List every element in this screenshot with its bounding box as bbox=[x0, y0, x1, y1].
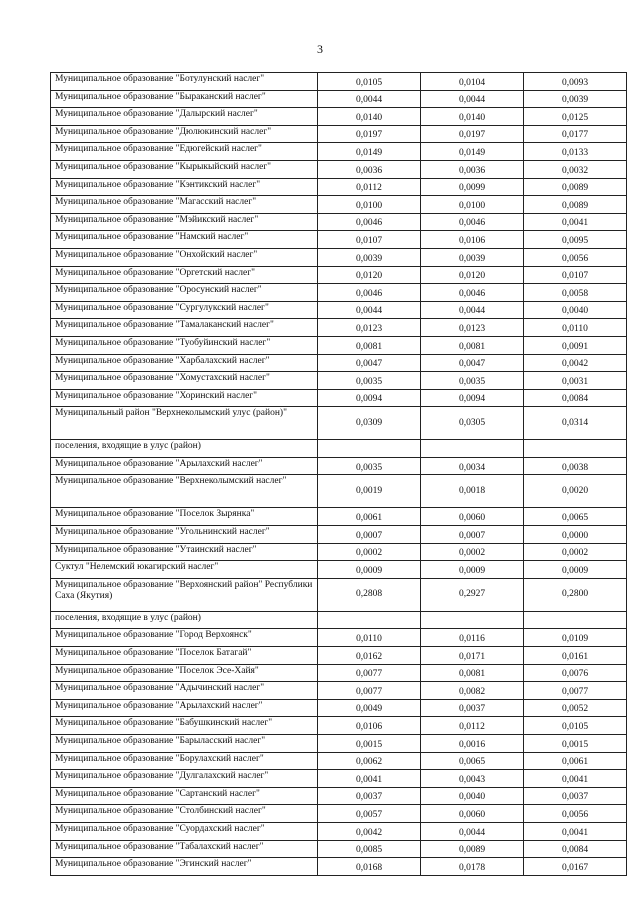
value-col-1-cell: 0,0041 bbox=[318, 770, 421, 788]
value-col-2-cell bbox=[421, 440, 524, 458]
table-row bbox=[51, 647, 627, 665]
table-row bbox=[51, 682, 627, 700]
value-col-3-cell: 0,0038 bbox=[524, 457, 627, 475]
table-row bbox=[51, 196, 627, 214]
municipality-name-cell: Муниципальное образование "Тамалаканский наслег" bbox=[51, 319, 318, 337]
value-col-3-cell: 0,0041 bbox=[524, 770, 627, 788]
municipality-name-cell: Муниципальное образование "Харбалахский наслег" bbox=[51, 354, 318, 372]
value-col-1-cell: 0,0094 bbox=[318, 389, 421, 407]
municipality-name-cell: Муниципальное образование "Верхоянский район" Республики Саха (Якутия) bbox=[51, 578, 318, 611]
table-row bbox=[51, 178, 627, 196]
value-col-1-cell: 0,0061 bbox=[318, 508, 421, 526]
value-col-1-cell: 0,0140 bbox=[318, 108, 421, 126]
data-table bbox=[50, 72, 627, 876]
value-col-1-cell: 0,2808 bbox=[318, 578, 421, 611]
value-col-3-cell: 0,0041 bbox=[524, 822, 627, 840]
table-row bbox=[51, 840, 627, 858]
value-col-2-cell: 0,0140 bbox=[421, 108, 524, 126]
value-col-2-cell: 0,0178 bbox=[421, 858, 524, 876]
table-row bbox=[51, 213, 627, 231]
municipality-name-cell: Муниципальное образование "Далырский наслег" bbox=[51, 108, 318, 126]
value-col-2-cell: 0,0040 bbox=[421, 787, 524, 805]
value-col-2-cell: 0,0060 bbox=[421, 508, 524, 526]
value-col-1-cell: 0,0106 bbox=[318, 717, 421, 735]
value-col-2-cell: 0,0081 bbox=[421, 336, 524, 354]
value-col-2-cell: 0,0009 bbox=[421, 561, 524, 579]
value-col-2-cell: 0,0039 bbox=[421, 248, 524, 266]
value-col-3-cell: 0,0058 bbox=[524, 284, 627, 302]
value-col-2-cell: 0,0149 bbox=[421, 143, 524, 161]
table-row bbox=[51, 125, 627, 143]
value-col-1-cell: 0,0046 bbox=[318, 213, 421, 231]
value-col-2-cell: 0,0034 bbox=[421, 457, 524, 475]
value-col-2-cell: 0,0047 bbox=[421, 354, 524, 372]
table-row bbox=[51, 629, 627, 647]
value-col-2-cell: 0,0305 bbox=[421, 407, 524, 440]
value-col-1-cell: 0,0309 bbox=[318, 407, 421, 440]
value-col-3-cell: 0,0167 bbox=[524, 858, 627, 876]
value-col-2-cell: 0,0036 bbox=[421, 160, 524, 178]
value-col-3-cell: 0,0177 bbox=[524, 125, 627, 143]
value-col-1-cell: 0,0035 bbox=[318, 457, 421, 475]
table-row bbox=[51, 787, 627, 805]
value-col-1-cell: 0,0015 bbox=[318, 735, 421, 753]
value-col-3-cell: 0,0095 bbox=[524, 231, 627, 249]
table-row bbox=[51, 475, 627, 508]
table-row bbox=[51, 508, 627, 526]
municipality-name-cell: поселения, входящие в улус (район) bbox=[51, 440, 318, 458]
municipality-name-cell: Муниципальное образование "Бабушкинский наслег" bbox=[51, 717, 318, 735]
municipality-name-cell: Муниципальное образование "Угольнинский наслег" bbox=[51, 526, 318, 544]
table-row bbox=[51, 354, 627, 372]
value-col-2-cell: 0,0123 bbox=[421, 319, 524, 337]
value-col-1-cell: 0,0120 bbox=[318, 266, 421, 284]
municipality-name-cell: Муниципальное образование "Магасский наслег" bbox=[51, 196, 318, 214]
value-col-2-cell: 0,0037 bbox=[421, 699, 524, 717]
municipality-name-cell: Муниципальное образование "Намский наслег" bbox=[51, 231, 318, 249]
municipality-name-cell: Муниципальное образование "Адычинский наслег" bbox=[51, 682, 318, 700]
value-col-2-cell: 0,0060 bbox=[421, 805, 524, 823]
table-row bbox=[51, 336, 627, 354]
value-col-2-cell: 0,0112 bbox=[421, 717, 524, 735]
value-col-1-cell bbox=[318, 611, 421, 629]
value-col-1-cell: 0,0057 bbox=[318, 805, 421, 823]
value-col-1-cell: 0,0046 bbox=[318, 284, 421, 302]
value-col-3-cell: 0,0110 bbox=[524, 319, 627, 337]
value-col-3-cell: 0,0032 bbox=[524, 160, 627, 178]
value-col-2-cell: 0,0116 bbox=[421, 629, 524, 647]
value-col-1-cell: 0,0044 bbox=[318, 90, 421, 108]
municipality-name-cell: Муниципальное образование "Хомустахский наслег" bbox=[51, 372, 318, 390]
value-col-2-cell: 0,0197 bbox=[421, 125, 524, 143]
table-row bbox=[51, 699, 627, 717]
value-col-2-cell: 0,0082 bbox=[421, 682, 524, 700]
value-col-1-cell: 0,0007 bbox=[318, 526, 421, 544]
value-col-1-cell bbox=[318, 440, 421, 458]
table-row bbox=[51, 266, 627, 284]
table-row bbox=[51, 389, 627, 407]
value-col-2-cell: 0,0065 bbox=[421, 752, 524, 770]
value-col-3-cell: 0,0052 bbox=[524, 699, 627, 717]
table-row bbox=[51, 822, 627, 840]
table-row bbox=[51, 440, 627, 458]
value-col-3-cell: 0,0093 bbox=[524, 73, 627, 91]
value-col-1-cell: 0,0105 bbox=[318, 73, 421, 91]
table-row bbox=[51, 717, 627, 735]
value-col-2-cell: 0,0002 bbox=[421, 543, 524, 561]
value-col-1-cell: 0,0042 bbox=[318, 822, 421, 840]
value-col-3-cell: 0,0109 bbox=[524, 629, 627, 647]
municipality-name-cell: Муниципальное образование "Онхойский наслег" bbox=[51, 248, 318, 266]
table-row bbox=[51, 160, 627, 178]
table-row bbox=[51, 664, 627, 682]
value-col-3-cell: 0,0056 bbox=[524, 805, 627, 823]
table-row bbox=[51, 561, 627, 579]
value-col-1-cell: 0,0107 bbox=[318, 231, 421, 249]
table-row bbox=[51, 284, 627, 302]
value-col-1-cell: 0,0019 bbox=[318, 475, 421, 508]
table-row bbox=[51, 752, 627, 770]
municipality-name-cell: Муниципальное образование "Мэйикский наслег" bbox=[51, 213, 318, 231]
value-col-1-cell: 0,0197 bbox=[318, 125, 421, 143]
value-col-3-cell: 0,0015 bbox=[524, 735, 627, 753]
municipality-name-cell: Муниципальное образование "Дюлюкинский наслег" bbox=[51, 125, 318, 143]
value-col-1-cell: 0,0123 bbox=[318, 319, 421, 337]
table-row bbox=[51, 735, 627, 753]
value-col-1-cell: 0,0112 bbox=[318, 178, 421, 196]
municipality-name-cell: Муниципальное образование "Ботулунский наслег" bbox=[51, 73, 318, 91]
value-col-2-cell: 0,0089 bbox=[421, 840, 524, 858]
value-col-1-cell: 0,0149 bbox=[318, 143, 421, 161]
value-col-1-cell: 0,0049 bbox=[318, 699, 421, 717]
municipality-name-cell: Муниципальное образование "Поселок Эсе-Хайя" bbox=[51, 664, 318, 682]
value-col-2-cell: 0,0043 bbox=[421, 770, 524, 788]
municipality-name-cell: Муниципальное образование "Едюгейский наслег" bbox=[51, 143, 318, 161]
table-row bbox=[51, 858, 627, 876]
municipality-name-cell: Муниципальное образование "Поселок Зырянка" bbox=[51, 508, 318, 526]
value-col-2-cell: 0,0044 bbox=[421, 822, 524, 840]
municipality-name-cell: Муниципальное образование "Столбинский наслег" bbox=[51, 805, 318, 823]
municipality-name-cell: Муниципальное образование "Дулгалахский наслег" bbox=[51, 770, 318, 788]
value-col-3-cell: 0,0009 bbox=[524, 561, 627, 579]
value-col-1-cell: 0,0162 bbox=[318, 647, 421, 665]
table-row bbox=[51, 301, 627, 319]
municipality-name-cell: Муниципальное образование "Табалахский наслег" bbox=[51, 840, 318, 858]
value-col-2-cell: 0,0016 bbox=[421, 735, 524, 753]
municipality-name-cell: Муниципальное образование "Хоринский наслег" bbox=[51, 389, 318, 407]
value-col-1-cell: 0,0110 bbox=[318, 629, 421, 647]
value-col-1-cell: 0,0047 bbox=[318, 354, 421, 372]
value-col-1-cell: 0,0035 bbox=[318, 372, 421, 390]
municipality-name-cell: поселения, входящие в улус (район) bbox=[51, 611, 318, 629]
table-row bbox=[51, 805, 627, 823]
value-col-2-cell: 0,2927 bbox=[421, 578, 524, 611]
municipality-name-cell: Муниципальное образование "Поселок Батагай" bbox=[51, 647, 318, 665]
municipality-name-cell: Муниципальное образование "Быраканский наслег" bbox=[51, 90, 318, 108]
value-col-3-cell: 0,0065 bbox=[524, 508, 627, 526]
municipality-name-cell: Муниципальное образование "Суордахский наслег" bbox=[51, 822, 318, 840]
value-col-3-cell: 0,0077 bbox=[524, 682, 627, 700]
table-row bbox=[51, 231, 627, 249]
value-col-3-cell: 0,0105 bbox=[524, 717, 627, 735]
value-col-1-cell: 0,0039 bbox=[318, 248, 421, 266]
value-col-2-cell: 0,0120 bbox=[421, 266, 524, 284]
municipality-name-cell: Муниципальное образование "Оросунский наслег" bbox=[51, 284, 318, 302]
table-row bbox=[51, 108, 627, 126]
table-row bbox=[51, 407, 627, 440]
value-col-2-cell bbox=[421, 611, 524, 629]
value-col-3-cell: 0,0002 bbox=[524, 543, 627, 561]
value-col-1-cell: 0,0085 bbox=[318, 840, 421, 858]
value-col-3-cell: 0,2800 bbox=[524, 578, 627, 611]
value-col-3-cell: 0,0133 bbox=[524, 143, 627, 161]
value-col-2-cell: 0,0104 bbox=[421, 73, 524, 91]
value-col-2-cell: 0,0046 bbox=[421, 213, 524, 231]
value-col-1-cell: 0,0077 bbox=[318, 682, 421, 700]
municipality-name-cell: Муниципальное образование "Сартанский наслег" bbox=[51, 787, 318, 805]
value-col-3-cell: 0,0089 bbox=[524, 196, 627, 214]
value-col-3-cell: 0,0161 bbox=[524, 647, 627, 665]
table-row bbox=[51, 526, 627, 544]
municipality-name-cell: Муниципальное образование "Туобуйинский наслег" bbox=[51, 336, 318, 354]
value-col-1-cell: 0,0168 bbox=[318, 858, 421, 876]
municipality-name-cell: Муниципальное образование "Кырыкыйский наслег" bbox=[51, 160, 318, 178]
value-col-1-cell: 0,0081 bbox=[318, 336, 421, 354]
value-col-3-cell: 0,0039 bbox=[524, 90, 627, 108]
table-row bbox=[51, 543, 627, 561]
value-col-3-cell: 0,0040 bbox=[524, 301, 627, 319]
municipality-name-cell: Муниципальный район "Верхнеколымский улус (район)" bbox=[51, 407, 318, 440]
value-col-3-cell: 0,0031 bbox=[524, 372, 627, 390]
value-col-2-cell: 0,0171 bbox=[421, 647, 524, 665]
value-col-2-cell: 0,0007 bbox=[421, 526, 524, 544]
value-col-2-cell: 0,0035 bbox=[421, 372, 524, 390]
value-col-1-cell: 0,0100 bbox=[318, 196, 421, 214]
table-row bbox=[51, 73, 627, 91]
value-col-3-cell: 0,0000 bbox=[524, 526, 627, 544]
value-col-1-cell: 0,0077 bbox=[318, 664, 421, 682]
table-row bbox=[51, 770, 627, 788]
value-col-3-cell: 0,0091 bbox=[524, 336, 627, 354]
table-row bbox=[51, 372, 627, 390]
municipality-name-cell: Муниципальное образование "Верхнеколымский наслег" bbox=[51, 475, 318, 508]
value-col-3-cell bbox=[524, 440, 627, 458]
value-col-2-cell: 0,0044 bbox=[421, 90, 524, 108]
table-row bbox=[51, 143, 627, 161]
value-col-3-cell: 0,0037 bbox=[524, 787, 627, 805]
value-col-3-cell: 0,0084 bbox=[524, 840, 627, 858]
table-row bbox=[51, 578, 627, 611]
municipality-name-cell: Муниципальное образование "Оргетский наслег" bbox=[51, 266, 318, 284]
value-col-2-cell: 0,0106 bbox=[421, 231, 524, 249]
table-body bbox=[51, 73, 627, 876]
municipality-name-cell: Муниципальное образование "Сургулукский наслег" bbox=[51, 301, 318, 319]
table-row bbox=[51, 248, 627, 266]
value-col-1-cell: 0,0009 bbox=[318, 561, 421, 579]
value-col-2-cell: 0,0099 bbox=[421, 178, 524, 196]
municipality-name-cell: Суктул "Нелемский юкагирский наслег" bbox=[51, 561, 318, 579]
municipality-name-cell: Муниципальное образование "Арылахский наслег" bbox=[51, 699, 318, 717]
value-col-2-cell: 0,0046 bbox=[421, 284, 524, 302]
value-col-2-cell: 0,0018 bbox=[421, 475, 524, 508]
value-col-1-cell: 0,0037 bbox=[318, 787, 421, 805]
value-col-3-cell: 0,0061 bbox=[524, 752, 627, 770]
value-col-3-cell: 0,0084 bbox=[524, 389, 627, 407]
value-col-3-cell: 0,0020 bbox=[524, 475, 627, 508]
value-col-2-cell: 0,0100 bbox=[421, 196, 524, 214]
municipality-name-cell: Муниципальное образование "Арылахский наслег" bbox=[51, 457, 318, 475]
value-col-1-cell: 0,0044 bbox=[318, 301, 421, 319]
value-col-2-cell: 0,0044 bbox=[421, 301, 524, 319]
municipality-name-cell: Муниципальное образование "Борулахский наслег" bbox=[51, 752, 318, 770]
municipality-name-cell: Муниципальное образование "Барыласский наслег" bbox=[51, 735, 318, 753]
value-col-3-cell: 0,0314 bbox=[524, 407, 627, 440]
value-col-2-cell: 0,0081 bbox=[421, 664, 524, 682]
value-col-3-cell: 0,0076 bbox=[524, 664, 627, 682]
municipality-name-cell: Муниципальное образование "Город Верхоянск" bbox=[51, 629, 318, 647]
value-col-3-cell bbox=[524, 611, 627, 629]
value-col-3-cell: 0,0107 bbox=[524, 266, 627, 284]
municipality-name-cell: Муниципальное образование "Кэнтикский наслег" bbox=[51, 178, 318, 196]
table-row bbox=[51, 319, 627, 337]
table-row bbox=[51, 90, 627, 108]
table-row bbox=[51, 611, 627, 629]
value-col-2-cell: 0,0094 bbox=[421, 389, 524, 407]
value-col-3-cell: 0,0041 bbox=[524, 213, 627, 231]
value-col-1-cell: 0,0036 bbox=[318, 160, 421, 178]
municipality-name-cell: Муниципальное образование "Эгинский наслег" bbox=[51, 858, 318, 876]
value-col-1-cell: 0,0002 bbox=[318, 543, 421, 561]
value-col-3-cell: 0,0042 bbox=[524, 354, 627, 372]
page-number: 3 bbox=[317, 42, 323, 56]
value-col-3-cell: 0,0125 bbox=[524, 108, 627, 126]
value-col-3-cell: 0,0056 bbox=[524, 248, 627, 266]
table-row bbox=[51, 457, 627, 475]
value-col-1-cell: 0,0062 bbox=[318, 752, 421, 770]
value-col-3-cell: 0,0089 bbox=[524, 178, 627, 196]
municipality-name-cell: Муниципальное образование "Утаинский наслег" bbox=[51, 543, 318, 561]
